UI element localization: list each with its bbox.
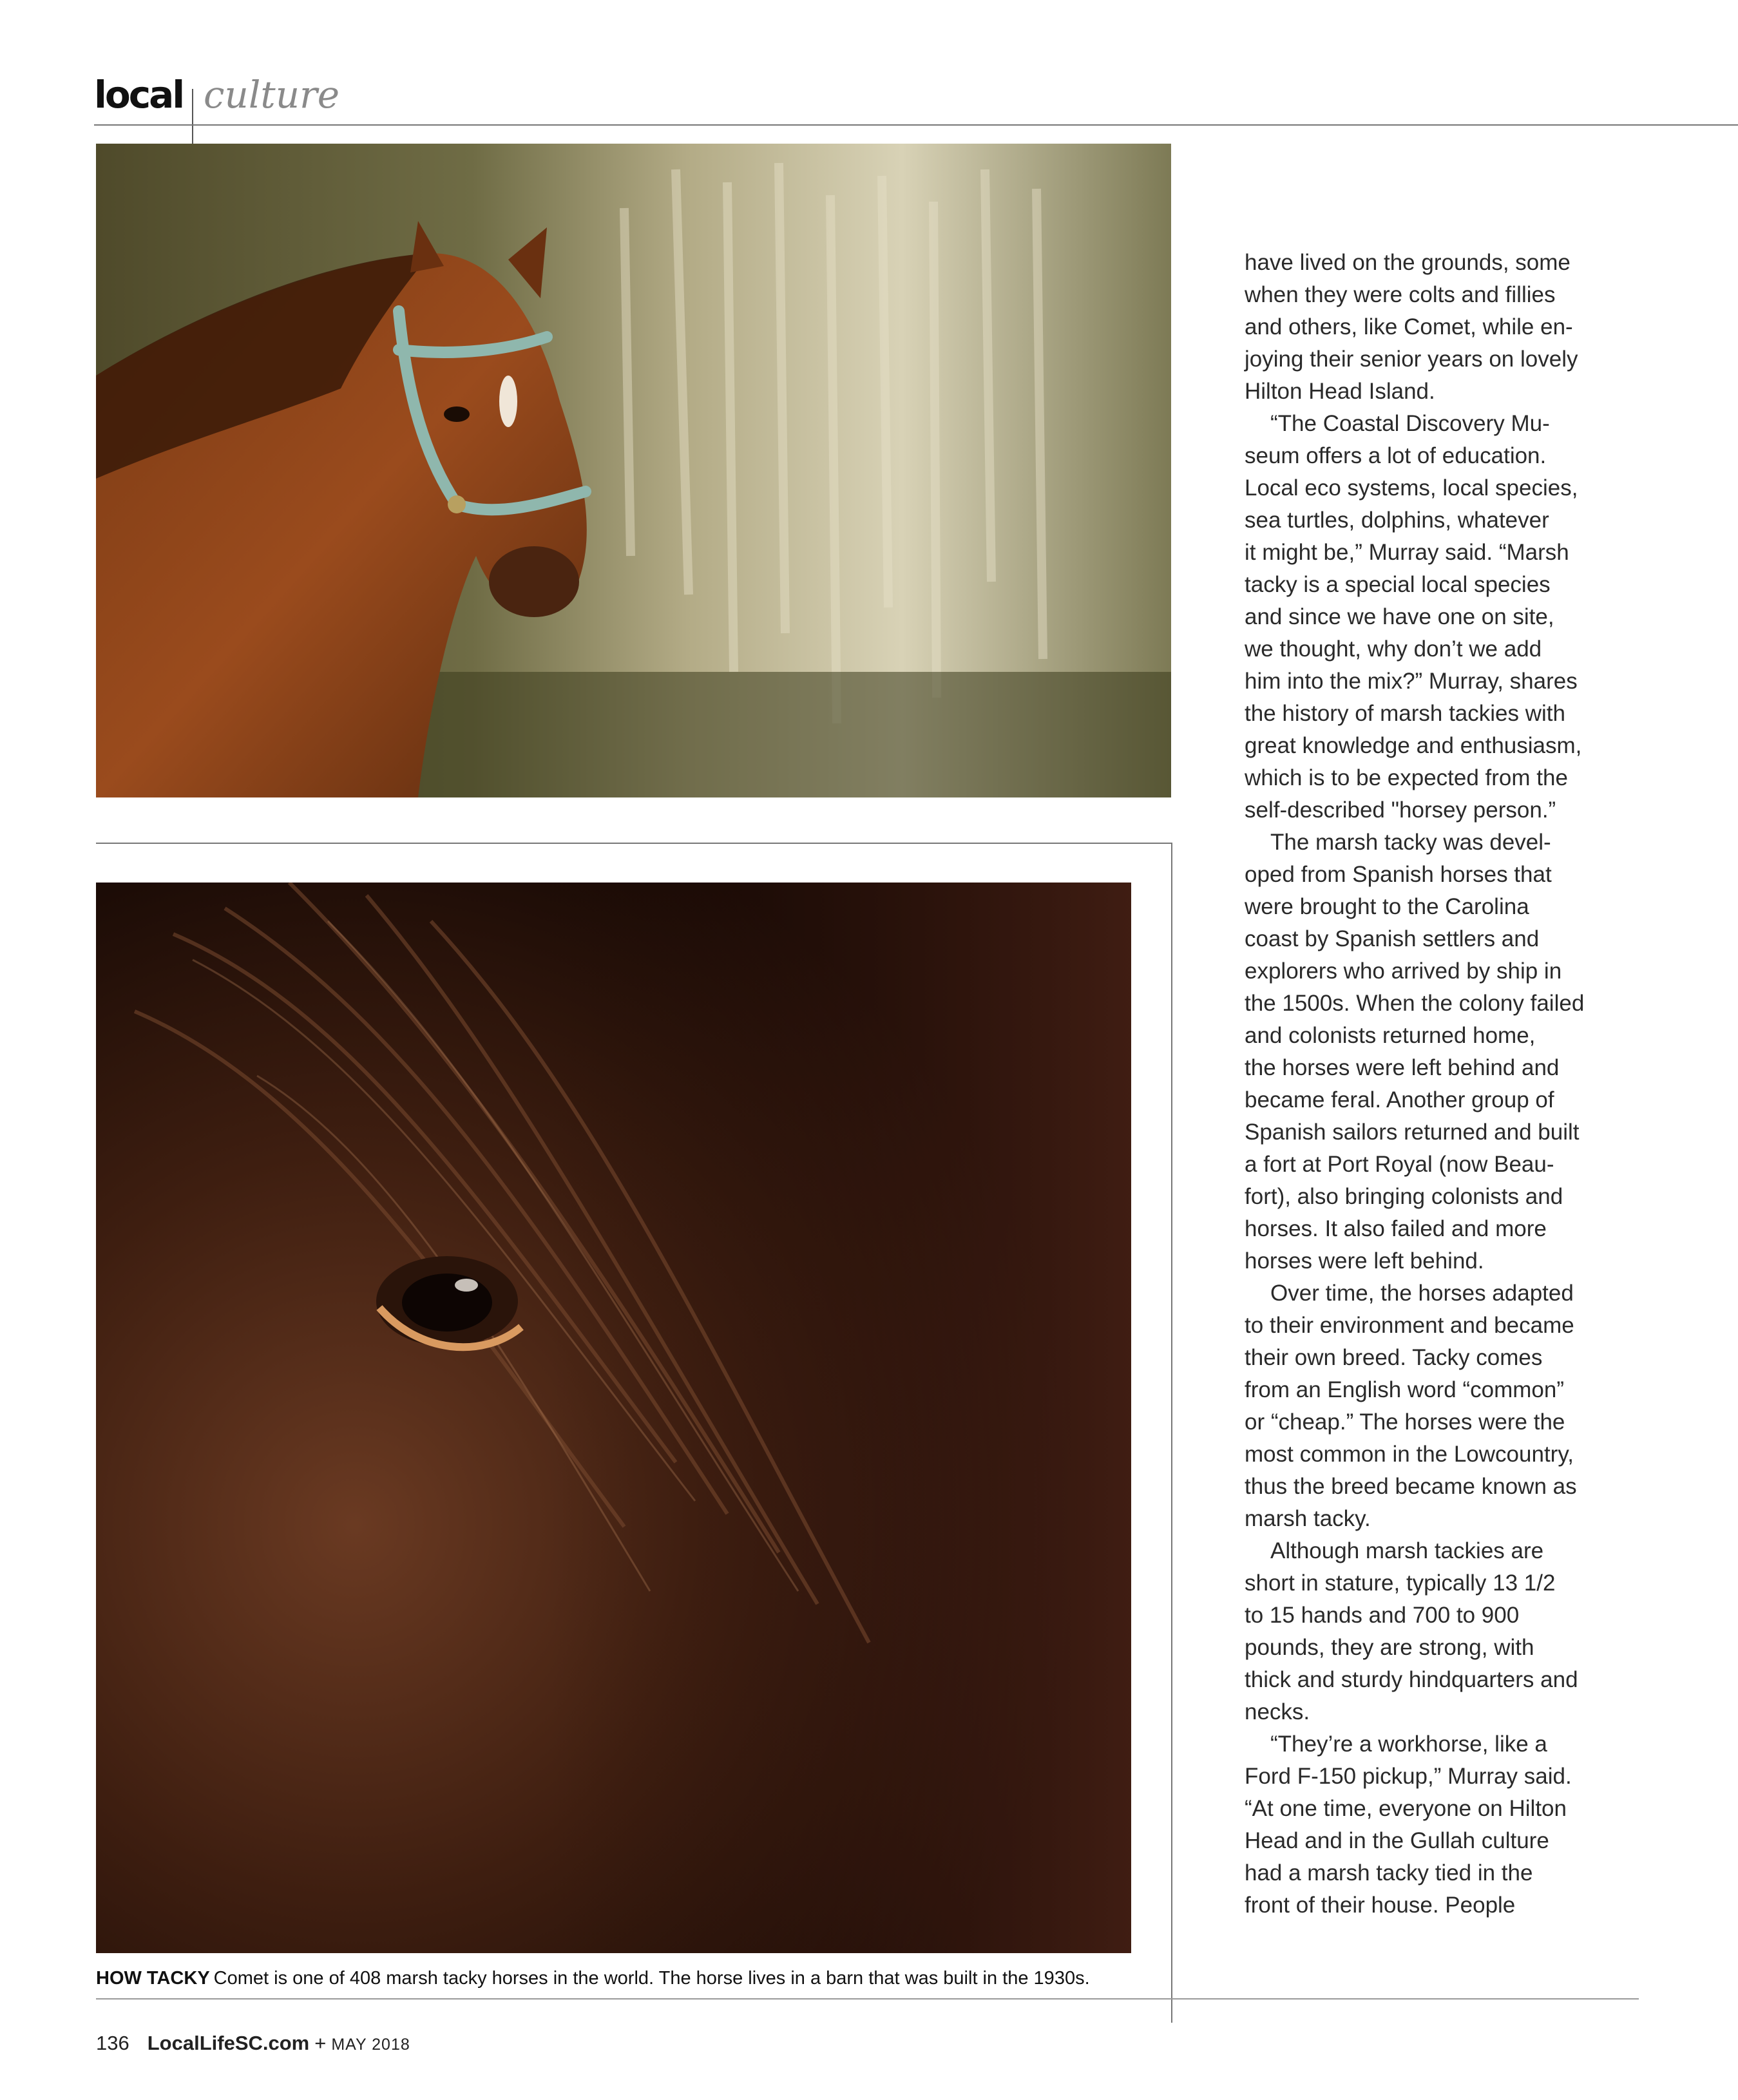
article-line: coast by Spanish settlers and bbox=[1245, 926, 1540, 951]
photo-frame-top-rule bbox=[96, 843, 1172, 844]
article-line: great knowledge and enthusiasm, bbox=[1245, 733, 1582, 758]
photo-frame-right-rule bbox=[1171, 843, 1172, 2023]
article-line: have lived on the grounds, some bbox=[1245, 250, 1571, 275]
article-line: Hilton Head Island. bbox=[1245, 379, 1435, 404]
article-line: Spanish sailors returned and built bbox=[1245, 1120, 1580, 1145]
article-line: their own breed. Tacky comes bbox=[1245, 1345, 1543, 1370]
article-line: the horses were left behind and bbox=[1245, 1055, 1560, 1080]
photo-caption bbox=[96, 1967, 1178, 1990]
article-line: sea turtles, dolphins, whatever bbox=[1245, 508, 1549, 533]
article-line: to 15 hands and 700 to 900 bbox=[1245, 1603, 1520, 1628]
page-footer bbox=[96, 2033, 410, 2053]
article-line: from an English word “common” bbox=[1245, 1377, 1564, 1402]
footer-site: LocalLifeSC.com bbox=[147, 2032, 310, 2054]
horse-eye-closeup-photo bbox=[96, 883, 1131, 1953]
article-line: self-described "horsey person.” bbox=[1245, 797, 1556, 823]
article-line: oped from Spanish horses that bbox=[1245, 862, 1552, 887]
article-line: it might be,” Murray said. “Marsh bbox=[1245, 540, 1569, 565]
article-line: him into the mix?” Murray, shares bbox=[1245, 669, 1578, 694]
article-line: and others, like Comet, while en- bbox=[1245, 314, 1573, 339]
article-line: “At one time, everyone on Hilton bbox=[1245, 1796, 1567, 1821]
article-line: the history of marsh tackies with bbox=[1245, 701, 1565, 726]
article-line: necks. bbox=[1245, 1699, 1310, 1724]
article-line: were brought to the Carolina bbox=[1245, 894, 1529, 919]
horse-portrait-photo bbox=[96, 144, 1171, 797]
article-line: horses were left behind. bbox=[1245, 1248, 1484, 1274]
article-line: when they were colts and fillies bbox=[1245, 282, 1556, 307]
article-line: a fort at Port Royal (now Beau- bbox=[1245, 1152, 1554, 1177]
article-line: seum offers a lot of education. bbox=[1245, 443, 1547, 468]
article-line: joying their senior years on lovely bbox=[1245, 347, 1578, 372]
article-line: Ford F-150 pickup,” Murray said. bbox=[1245, 1764, 1572, 1789]
magazine-brand: local bbox=[94, 73, 184, 117]
article-line: thus the breed became known as bbox=[1245, 1474, 1577, 1499]
article-line: “The Coastal Discovery Mu- bbox=[1270, 411, 1550, 436]
article-line: horses. It also failed and more bbox=[1245, 1216, 1547, 1241]
footer-separator: + bbox=[314, 2032, 327, 2054]
footer-date: MAY 2018 bbox=[331, 2036, 410, 2054]
header-rule bbox=[94, 124, 1738, 126]
page-number: 136 bbox=[96, 2032, 129, 2054]
article-line: to their environment and became bbox=[1245, 1313, 1574, 1338]
article-line: or “cheap.” The horses were the bbox=[1245, 1409, 1565, 1435]
horse-eye-closeup-image bbox=[96, 883, 1131, 1953]
article-line: and since we have one on site, bbox=[1245, 604, 1554, 629]
article-line: Local eco systems, local species, bbox=[1245, 475, 1578, 501]
article-line: front of their house. People bbox=[1245, 1893, 1516, 1918]
article-line: pounds, they are strong, with bbox=[1245, 1635, 1534, 1660]
caption-text: Comet is one of 408 marsh tacky horses in the world. The horse lives in a barn that was built in the 1930s. bbox=[213, 1968, 1090, 1989]
article-line: had a marsh tacky tied in the bbox=[1245, 1860, 1533, 1885]
article-line: “They’re a workhorse, like a bbox=[1270, 1732, 1547, 1757]
article-line: most common in the Lowcountry, bbox=[1245, 1442, 1574, 1467]
article-line: thick and sturdy hindquarters and bbox=[1245, 1667, 1578, 1692]
article-line: Over time, the horses adapted bbox=[1270, 1281, 1574, 1306]
section-title: culture bbox=[204, 73, 340, 117]
article-line: Although marsh tackies are bbox=[1270, 1538, 1544, 1563]
article-line: became feral. Another group of bbox=[1245, 1087, 1554, 1112]
article-line: and colonists returned home, bbox=[1245, 1023, 1536, 1048]
article-line: fort), also bringing colonists and bbox=[1245, 1184, 1563, 1209]
article-line: the 1500s. When the colony failed bbox=[1245, 991, 1585, 1016]
horse-portrait-image bbox=[96, 144, 1171, 797]
article-line: tacky is a special local species bbox=[1245, 572, 1551, 597]
article-line: Head and in the Gullah culture bbox=[1245, 1828, 1549, 1853]
article-line: marsh tacky. bbox=[1245, 1506, 1371, 1531]
footer-rule bbox=[96, 1998, 1639, 2000]
article-line: explorers who arrived by ship in bbox=[1245, 959, 1562, 984]
article-body bbox=[1245, 247, 1631, 1922]
article-line: short in stature, typically 13 1/2 bbox=[1245, 1570, 1556, 1596]
article-line: we thought, why don’t we add bbox=[1245, 636, 1542, 662]
caption-lead: HOW TACKY bbox=[96, 1968, 210, 1989]
article-line: which is to be expected from the bbox=[1245, 765, 1568, 790]
article-line: The marsh tacky was devel- bbox=[1270, 830, 1551, 855]
